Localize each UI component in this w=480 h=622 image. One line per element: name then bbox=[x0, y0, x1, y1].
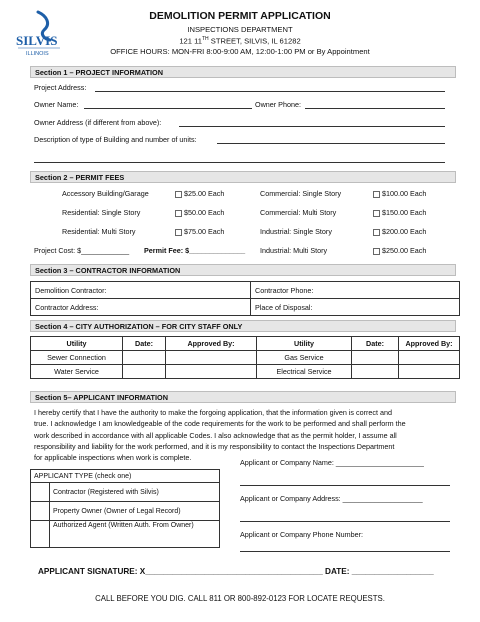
approved-by-cell[interactable] bbox=[166, 351, 257, 365]
applicant-type-option[interactable]: Authorized Agent (Written Auth. From Owner) bbox=[50, 521, 220, 548]
fee-item-label: Commercial: Single Story bbox=[260, 189, 342, 198]
date-cell[interactable] bbox=[352, 365, 399, 379]
fee-checkbox-item[interactable]: $75.00 Each bbox=[175, 227, 224, 236]
place-of-disposal-cell[interactable]: Place of Disposal: bbox=[251, 299, 460, 316]
applicant-phone-label: Applicant or Company Phone Number: bbox=[240, 530, 364, 539]
applicant-type-title: APPLICANT TYPE (check one) bbox=[31, 470, 220, 483]
approved-by-header: Approved By: bbox=[399, 337, 460, 351]
applicant-type-option[interactable]: Contractor (Registered with Silvis) bbox=[50, 483, 220, 502]
approved-by-header: Approved By: bbox=[166, 337, 257, 351]
checkbox-icon[interactable] bbox=[373, 210, 380, 217]
section-5-header: Section 5– APPLICANT INFORMATION bbox=[30, 391, 456, 403]
checkbox-icon[interactable] bbox=[175, 191, 182, 198]
department-address: 121 11TH STREET, SILVIS, IL 61282 bbox=[179, 36, 301, 46]
checkbox-icon[interactable] bbox=[175, 210, 182, 217]
certification-paragraph: I hereby certify that I have the authority to make the forgoing application, that the information given is correct and true. I acknowledge I am knowledgeable of the code requirements for the work to be performed and shall perform the work described in accordance with all applicable Codes. I also acknowledge that as the permit holder, I assume all responsibility and liability for the work performed, and it is my responsibility to contact the Inspections Department for applicable inspections when work is complete. bbox=[34, 408, 406, 463]
contractor-address-cell[interactable]: Contractor Address: bbox=[31, 299, 251, 316]
project-address-label: Project Address: bbox=[34, 83, 87, 92]
fee-item-label: Residential: Multi Story bbox=[62, 227, 136, 236]
applicant-address-line2[interactable] bbox=[240, 513, 450, 522]
fee-checkbox-item[interactable]: $50.00 Each bbox=[175, 208, 224, 217]
project-address-field[interactable] bbox=[95, 83, 445, 92]
checkbox-icon[interactable] bbox=[373, 248, 380, 255]
owner-name-label: Owner Name: bbox=[34, 100, 79, 109]
approved-by-cell[interactable] bbox=[166, 365, 257, 379]
applicant-type-option[interactable]: Property Owner (Owner of Legal Record) bbox=[50, 502, 220, 521]
utility-cell: Gas Service bbox=[257, 351, 352, 365]
owner-phone-field[interactable] bbox=[305, 100, 445, 109]
section-1-header: Section 1 – PROJECT INFORMATION bbox=[30, 66, 456, 78]
owner-address-label: Owner Address (if different from above): bbox=[34, 118, 162, 127]
applicant-address-field[interactable]: Applicant or Company Address: ____________________ bbox=[240, 494, 423, 503]
section-2-header: Section 2 – PERMIT FEES bbox=[30, 171, 456, 183]
checkbox-icon[interactable] bbox=[373, 191, 380, 198]
applicant-phone-field[interactable] bbox=[240, 543, 450, 552]
description-label: Description of type of Building and number of units: bbox=[34, 135, 197, 144]
logo-subtitle: ILLINOIS bbox=[26, 51, 49, 56]
fee-checkbox-item[interactable]: $25.00 Each bbox=[175, 189, 224, 198]
fee-checkbox-item[interactable]: $150.00 Each bbox=[373, 208, 426, 217]
fee-item-label: Commercial: Multi Story bbox=[260, 208, 337, 217]
date-cell[interactable] bbox=[352, 351, 399, 365]
department-name: INSPECTIONS DEPARTMENT bbox=[187, 25, 293, 34]
utility-header: Utility bbox=[257, 337, 352, 351]
checkbox-icon[interactable] bbox=[373, 229, 380, 236]
applicant-type-check-cell[interactable] bbox=[31, 521, 50, 548]
approved-by-cell[interactable] bbox=[399, 365, 460, 379]
locate-requests-footer: CALL BEFORE YOU DIG. CALL 811 OR 800-892-0123 FOR LOCATE REQUESTS. bbox=[95, 594, 385, 603]
contractor-table bbox=[30, 281, 460, 316]
applicant-type-check-cell[interactable] bbox=[31, 483, 50, 502]
fee-checkbox-item[interactable]: $100.00 Each bbox=[373, 189, 426, 198]
fee-checkbox-item[interactable]: $250.00 Each bbox=[373, 246, 426, 255]
utility-cell: Electrical Service bbox=[257, 365, 352, 379]
description-field-line2[interactable] bbox=[34, 154, 445, 163]
date-cell[interactable] bbox=[123, 365, 166, 379]
utility-header: Utility bbox=[31, 337, 123, 351]
applicant-name-line2[interactable] bbox=[240, 477, 450, 486]
office-hours: OFFICE HOURS: MON-FRI 8:00-9:00 AM, 12:00-1:00 PM or By Appointment bbox=[110, 47, 370, 56]
section-4-header: Section 4 – CITY AUTHORIZATION – FOR CITY STAFF ONLY bbox=[30, 320, 456, 332]
project-cost-field[interactable]: Project Cost: $____________ bbox=[34, 246, 130, 255]
fee-item-label: Accessory Building/Garage bbox=[62, 189, 149, 198]
logo-wordmark: SILVIS bbox=[16, 33, 58, 48]
owner-phone-label: Owner Phone: bbox=[255, 100, 301, 109]
owner-address-field[interactable] bbox=[179, 118, 445, 127]
fee-item-label: Industrial: Single Story bbox=[260, 227, 332, 236]
city-authorization-table bbox=[30, 336, 460, 379]
utility-cell: Water Service bbox=[31, 365, 123, 379]
description-field[interactable] bbox=[217, 135, 445, 144]
approved-by-cell[interactable] bbox=[399, 351, 460, 365]
fee-item-label: Residential: Single Story bbox=[62, 208, 141, 217]
fee-item-label: Industrial: Multi Story bbox=[260, 246, 328, 255]
applicant-signature-line[interactable]: APPLICANT SIGNATURE: X_______________________________________ DATE: __________________ bbox=[38, 567, 434, 576]
section-3-header: Section 3 – CONTRACTOR INFORMATION bbox=[30, 264, 456, 276]
utility-cell: Sewer Connection bbox=[31, 351, 123, 365]
applicant-type-table bbox=[30, 469, 220, 548]
demolition-contractor-cell[interactable]: Demolition Contractor: bbox=[31, 282, 251, 299]
fee-checkbox-item[interactable]: $200.00 Each bbox=[373, 227, 426, 236]
checkbox-icon[interactable] bbox=[175, 229, 182, 236]
date-header: Date: bbox=[352, 337, 399, 351]
date-header: Date: bbox=[123, 337, 166, 351]
owner-name-field[interactable] bbox=[84, 100, 252, 109]
applicant-type-check-cell[interactable] bbox=[31, 502, 50, 521]
date-cell[interactable] bbox=[123, 351, 166, 365]
document-title: DEMOLITION PERMIT APPLICATION bbox=[149, 10, 331, 22]
applicant-name-field[interactable]: Applicant or Company Name: ______________________ bbox=[240, 458, 424, 467]
contractor-phone-cell[interactable]: Contractor Phone: bbox=[251, 282, 460, 299]
permit-fee-field[interactable]: Permit Fee: $______________ bbox=[144, 246, 246, 255]
